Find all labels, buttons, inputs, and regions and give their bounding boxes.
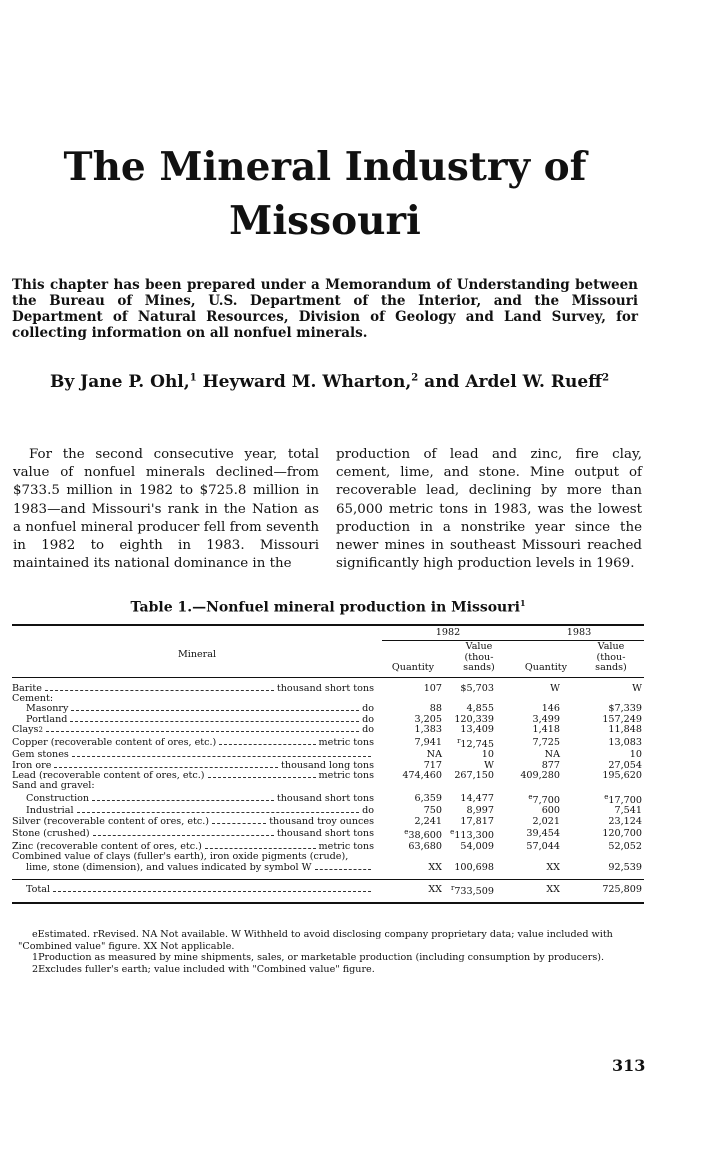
table-row	[12, 771, 644, 781]
value-1982: 13,409	[460, 724, 494, 736]
author-2-footnote: 2	[411, 372, 419, 384]
quantity-1983: XX	[546, 861, 560, 873]
quantity-1983: 7,725	[532, 736, 560, 748]
value-1983: W	[632, 682, 642, 694]
value-1983: 11,848	[608, 724, 642, 736]
column-header-value-1982	[444, 641, 514, 677]
unit-label: do	[362, 704, 374, 715]
mineral-label-cell	[12, 806, 382, 816]
column-header-mineral: Mineral	[12, 625, 382, 677]
value-1982: 17,817	[460, 815, 494, 827]
table-title	[0, 598, 656, 616]
mineral-label-cell	[12, 771, 382, 781]
mineral-footnote-marker: 2	[38, 726, 43, 735]
quantity-1983: 2,021	[532, 815, 560, 827]
table-row	[12, 725, 644, 735]
value-1982: 10	[481, 749, 494, 761]
footnote-1: 1Production as measured by mine shipments, sales, or marketable production (including consumption by producers).	[32, 952, 605, 963]
mineral-label-cell	[12, 736, 382, 751]
table-row	[12, 736, 644, 751]
quantity-1982: 63,680	[408, 840, 442, 852]
mineral-name: Lead (recoverable content of ores, etc.)	[12, 771, 205, 782]
author-line	[50, 372, 640, 392]
unit-label: do	[362, 806, 374, 817]
mineral-name: Construction	[26, 792, 90, 804]
quantity-1982: 2,241	[414, 815, 442, 827]
mineral-name: Portland	[26, 714, 68, 725]
quantity-1982: 750	[423, 805, 442, 817]
value-1983: 7,541	[614, 805, 642, 817]
row-group-label: Sand and gravel:	[12, 781, 95, 792]
value-1982: 14,477	[460, 792, 494, 804]
mineral-name: Industrial	[26, 806, 74, 817]
value-header-line-1: Value	[465, 641, 493, 653]
unit-label: thousand short tons	[276, 792, 374, 804]
table-row	[12, 792, 644, 807]
quantity-1982: XX	[428, 861, 442, 873]
unit-label: do	[362, 714, 374, 725]
quantity-1982: NA	[426, 749, 442, 761]
quantity-1983: 600	[541, 805, 560, 817]
value-1982: 267,150	[454, 770, 494, 782]
leader-dots	[70, 721, 359, 722]
value-1983: 120,700	[602, 828, 642, 840]
mineral-label-cell	[12, 842, 382, 852]
mineral-name: Zinc (recoverable content of ores, etc.)	[12, 841, 202, 852]
mineral-label-cell	[12, 792, 382, 807]
quantity-1982: 7,941	[414, 736, 442, 748]
leader-dots	[77, 812, 360, 813]
leader-dots	[205, 848, 316, 849]
value-1983: 13,083	[608, 736, 642, 748]
mineral-name: Clays	[12, 725, 39, 736]
column-header-quantity-1983: Quantity	[514, 641, 578, 677]
leader-dots	[93, 835, 274, 836]
row-group-label: Cement:	[12, 694, 54, 705]
table-row	[12, 684, 644, 694]
mineral-label-cell	[12, 817, 382, 827]
value-header-line-2: (thou-	[464, 651, 494, 663]
leader-dots	[45, 690, 274, 691]
value-1982: 120,339	[454, 713, 494, 725]
value-1983: 10	[629, 749, 642, 761]
value-1983: $7,339	[608, 703, 642, 715]
mineral-label-cell	[12, 704, 382, 714]
mineral-name: Masonry	[26, 704, 69, 715]
total-label: Total	[26, 884, 51, 896]
value-1982: $^e$113,300	[450, 828, 494, 842]
mineral-name: Barite	[12, 683, 42, 694]
mineral-label-cell	[12, 761, 382, 771]
mineral-label-cell	[12, 827, 382, 842]
table-row	[12, 781, 644, 791]
value-1983: 23,124	[608, 815, 642, 827]
title-line-2: Missouri	[229, 198, 421, 244]
quantity-1982: 474,460	[402, 770, 442, 782]
page-number: 313	[612, 1056, 646, 1075]
footnote-flag: r	[450, 884, 455, 893]
body-text-left-column: For the second consecutive year, total value of nonfuel minerals declined—from $733.5 million in 1982 to $725.8 million in 1983—and Missouri's rank in the Nation as a nonfuel mineral producer fell from seventh in 1982 to eighth in 1983. Missouri maintained its national dominance in the	[13, 447, 319, 572]
unit-label: do	[362, 725, 374, 736]
author-2: Heyward M. Wharton,	[196, 372, 412, 392]
table-body	[12, 677, 644, 873]
row-group-label: Combined value of clays (fuller's earth), iron oxide pigments (crude),	[12, 852, 349, 863]
quantity-1983: 877	[541, 759, 560, 771]
table-row	[12, 817, 644, 827]
unit-label: thousand long tons	[281, 760, 374, 771]
quantity-1983: $^e$7,700	[528, 792, 560, 807]
author-3: and Ardel W. Rueff	[418, 372, 603, 392]
mineral-label-cell	[12, 684, 382, 694]
table-row-total	[12, 880, 644, 903]
table-title-footnote: 1	[519, 598, 526, 608]
value-1982: 8,997	[466, 805, 494, 817]
leader-dots	[72, 756, 371, 757]
mineral-name: lime, stone (dimension), and values indicated by symbol W	[26, 862, 312, 873]
total-value-1982: $^r$733,509	[444, 880, 514, 903]
mineral-label-cell	[12, 781, 644, 791]
quantity-1982: $^e$38,600	[404, 828, 442, 842]
quantity-1983: 39,454	[526, 828, 560, 840]
leader-dots	[219, 744, 315, 745]
quantity-1983: 146	[541, 703, 560, 715]
table-row	[12, 863, 644, 873]
leader-dots	[315, 869, 371, 870]
value-1982: $^r$12,745	[457, 736, 494, 750]
value-header-line-3: sands)	[595, 662, 627, 674]
table-title-text: Table 1.—Nonfuel mineral production in Missouri	[130, 599, 520, 616]
total-quantity-1983: XX	[514, 880, 578, 903]
quantity-1982: 3,205	[414, 713, 442, 725]
quantity-1982: 107	[423, 682, 442, 694]
unit-label: thousand short tons	[276, 828, 374, 840]
footnote-flag: r	[457, 736, 461, 745]
total-quantity-1982: XX	[382, 880, 444, 903]
leader-dots	[92, 800, 274, 801]
table-row	[12, 842, 644, 852]
author-1-footnote: 1	[189, 372, 197, 384]
value-header-line-3: sands)	[463, 662, 495, 674]
quantity-1982: 6,359	[414, 792, 442, 804]
quantity-1982: 1,383	[414, 724, 442, 736]
body-text-right-column: production of lead and zinc, fire clay, cement, lime, and stone. Mine output of recoverable lead, declining by more than 65,000 metric tons in 1983, was the lowest production in a nonstrike year since the newer mines in southeast Missouri reached significantly high production levels in 1969.	[336, 447, 642, 572]
table-footnotes	[18, 929, 646, 975]
mineral-production-table	[12, 624, 644, 904]
quantity-1982: 88	[429, 703, 442, 715]
value-header-line-1: Value	[597, 641, 625, 653]
value-1982: $5,703	[460, 682, 494, 694]
column-header-year-1983: 1983	[514, 625, 644, 641]
column-header-quantity-1982: Quantity	[382, 641, 444, 677]
footnote-flag: e	[450, 828, 455, 837]
value-1982: 54,009	[460, 840, 494, 852]
mineral-name: Stone (crushed)	[12, 828, 90, 840]
leader-dots	[46, 731, 359, 732]
mineral-name: Silver (recoverable content of ores, etc.)	[12, 816, 210, 827]
column-header-year-1982: 1982	[382, 625, 514, 641]
unit-label: metric tons	[318, 841, 374, 852]
value-1983: $^e$17,700	[604, 792, 642, 807]
mineral-label-cell	[12, 863, 382, 873]
leader-dots	[71, 710, 359, 711]
total-value-1983: 725,809	[578, 880, 644, 903]
leader-dots	[54, 767, 278, 768]
quantity-1983: 409,280	[520, 770, 560, 782]
chapter-title	[0, 140, 650, 248]
leader-dots	[212, 823, 266, 824]
mineral-name: Iron ore	[12, 760, 52, 771]
mineral-label-cell	[12, 750, 382, 760]
quantity-1983: 1,418	[532, 724, 560, 736]
unit-label: metric tons	[318, 736, 374, 748]
leader-dots	[208, 777, 316, 778]
value-1983: 157,249	[602, 713, 642, 725]
footnote-flag: e	[528, 792, 533, 801]
value-1983: 52,052	[608, 840, 642, 852]
quantity-1982: 717	[423, 759, 442, 771]
value-1982: 100,698	[454, 861, 494, 873]
quantity-1983: 57,044	[526, 840, 560, 852]
footnote-flag: e	[404, 828, 409, 837]
title-line-1: The Mineral Industry of	[63, 144, 587, 190]
value-1983: 195,620	[602, 770, 642, 782]
quantity-1983: NA	[544, 749, 560, 761]
value-header-line-2: (thou-	[596, 651, 626, 663]
value-1983: 92,539	[608, 861, 642, 873]
column-header-value-1983	[578, 641, 644, 677]
quantity-1983: W	[550, 682, 560, 694]
footnote-2: 2Excludes fuller's earth; value included with "Combined value" figure.	[32, 963, 375, 975]
unit-label: thousand short tons	[276, 683, 374, 694]
table-row	[12, 827, 644, 842]
value-1982: W	[484, 759, 494, 771]
leader-dots	[53, 891, 371, 892]
value-1982: 4,855	[466, 703, 494, 715]
mineral-name: Gem stones	[12, 750, 69, 761]
author-prefix: By	[50, 372, 81, 392]
value-1983: 27,054	[608, 759, 642, 771]
mineral-name: Copper (recoverable content of ores, etc.)	[12, 736, 217, 748]
mineral-label-cell	[12, 715, 382, 725]
total-label-cell	[12, 880, 382, 903]
chapter-intro: This chapter has been prepared under a Memorandum of Understanding between the Bureau of Mines, U.S. Department of the Interior, and the Missouri Department of Natural Resources, Division of Geology and Land Survey, for collecting information on all nonfuel minerals.	[12, 277, 638, 341]
footnote-legend: eEstimated. rRevised. NA Not available. W Withheld to avoid disclosing company proprietary data; value included with "Combined value" figure. XX Not applicable.	[18, 929, 613, 952]
author-1: Jane P. Ohl,	[80, 372, 190, 392]
author-3-footnote: 2	[602, 372, 610, 384]
unit-label: thousand troy ounces	[269, 816, 374, 827]
quantity-1983: 3,499	[532, 713, 560, 725]
footnote-flag: e	[604, 792, 609, 801]
mineral-label-cell	[12, 725, 382, 735]
unit-label: metric tons	[318, 771, 374, 782]
